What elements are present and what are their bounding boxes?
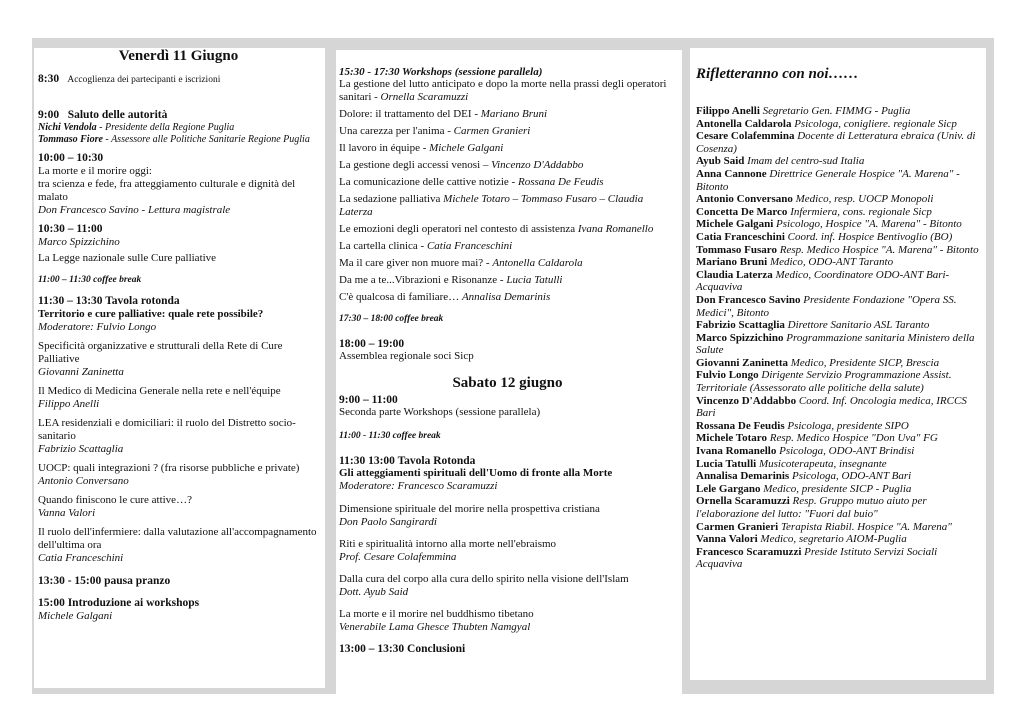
speaker-role: Docente di Letteratura ebraica (Univ. di Cosenza) (696, 130, 976, 155)
speaker-name: Ornella Scaramuzzi (696, 495, 790, 508)
saturday-heading: Sabato 12 giugno (452, 375, 563, 391)
speaker-entry (696, 458, 980, 471)
greetings-title: Saluto delle autorità (67, 109, 168, 121)
talk-title: UOCP: quali integrazioni ? (fra risorse pubbliche e private) (38, 462, 300, 474)
workshop-title: Ma il care giver non muore mai? - (339, 257, 493, 269)
law-time: 10:30 – 11:00 (38, 223, 103, 235)
roundtable2-moderator: Moderatore: Francesco Scaramuzzi (339, 480, 498, 492)
workshop-speaker: Mariano Bruni (480, 108, 548, 120)
speaker-entry (696, 294, 980, 319)
workshop-title: Il lavoro in équipe - (339, 142, 430, 154)
second-workshop-text: Seconda parte Workshops (sessione parallela) (339, 406, 541, 418)
workshop-title: Da me a te...Vibrazioni e Risonanze - (339, 274, 507, 286)
speaker-entry (696, 395, 980, 420)
speaker-name: Giovanni Zaninetta (696, 356, 788, 369)
talk-speaker: Vanna Valori (38, 507, 96, 519)
roundtable-time: 11:30 – 13:30 Tavola rotonda (38, 295, 180, 307)
workshop-title: Le emozioni degli operatori nel contesto di assistenza (339, 223, 578, 235)
workshop-item (339, 257, 676, 270)
speaker-entry (696, 231, 980, 244)
speaker-entry (696, 445, 980, 458)
speaker-entry (696, 218, 980, 231)
assembly-time: 18:00 – 19:00 (339, 338, 405, 350)
talk-item (339, 538, 676, 564)
registration-text: Accoglienza dei partecipanti e iscrizioni (67, 75, 221, 85)
speaker-entry (696, 495, 980, 520)
speaker-role: Psicologo, Hospice "A. Marena" - Bitonto (776, 218, 962, 231)
workshop-speaker: Lucia Tatulli (506, 274, 563, 286)
speaker-role: Terapista Riabil. Hospice "A. Marena" (780, 520, 952, 533)
speaker-entry (696, 432, 980, 445)
speaker-role: Resp. Medico Hospice "A. Marena" - Bitonto (779, 243, 979, 256)
speaker-name: Michele Galgani (696, 218, 774, 231)
workshop-intro (38, 597, 319, 623)
speaker-name: Don Francesco Savino (696, 293, 801, 306)
speaker-entry (696, 256, 980, 269)
speaker-role: Medico, resp. UOCP Monopoli (795, 193, 934, 206)
authority-role: - Presidente della Regione Puglia (96, 122, 235, 133)
second-workshop-time: 9:00 – 11:00 (339, 394, 398, 406)
speaker-entry (696, 546, 980, 571)
speaker-role: Programmazione sanitaria Ministero della Salute (696, 331, 975, 357)
speaker-role: Dirigente Servizio Programmazione Assist. Territoriale (Assessorato alle politiche della salute) (696, 369, 952, 395)
workshop-item (339, 291, 676, 304)
speaker-name: Concetta De Marco (696, 205, 788, 218)
talk-title: Dalla cura del corpo alla cura dello spirito nella visione dell'Islam (339, 573, 629, 585)
talk-item (339, 608, 676, 634)
lecture-line: La morte e il morire oggi: (38, 165, 152, 177)
talk-item (38, 526, 319, 565)
registration-block (38, 73, 319, 87)
workshop-speaker: Michele Totaro – Tommaso Fusaro – Claudia Laterza (339, 193, 644, 218)
workshop-intro-title: 15:00 Introduzione ai workshops (38, 597, 200, 609)
law-title: La Legge nazionale sulle Cure palliative (38, 252, 217, 264)
workshop-speaker: Catia Franceschini (426, 240, 513, 252)
speaker-name: Vanna Valori (696, 533, 758, 546)
speaker-entry (696, 206, 980, 219)
speakers-column (690, 48, 986, 680)
workshop-list (339, 78, 676, 304)
workshop-item (339, 274, 676, 287)
speaker-entry (696, 193, 980, 206)
workshop-speaker: Antonella Caldarola (492, 257, 583, 269)
speaker-role: Psicologa, conigliere. regionale Sicp (794, 117, 957, 130)
workshop-item (339, 142, 676, 155)
speaker-role: Medico, presidente SICP - Puglia (763, 482, 912, 495)
workshop-title: La comunicazione delle cattive notizie - (339, 176, 518, 188)
speaker-role: Direttore Sanitario ASL Taranto (787, 319, 930, 332)
talk-title: LEA residenziali e domiciliari: il ruolo del Distretto socio-sanitario (38, 417, 296, 442)
workshop-item (339, 125, 676, 138)
talk-speaker: Fabrizio Scattaglia (38, 443, 124, 455)
speaker-entry (696, 369, 980, 394)
speaker-name: Carmen Granieri (696, 520, 779, 533)
workshop-title: Una carezza per l'anima - (339, 125, 454, 137)
authority-role: - Assessore alle Politiche Sanitarie Regione Puglia (102, 134, 310, 145)
roundtable-block (38, 295, 319, 334)
roundtable2-talks (339, 503, 676, 634)
speaker-name: Fulvio Longo (696, 369, 759, 382)
speaker-entry (696, 319, 980, 332)
speaker-entry (696, 118, 980, 131)
speakers-heading: Rifletteranno con noi…… (696, 66, 859, 82)
speaker-role: Infermiera, cons. regionale Sicp (790, 205, 932, 218)
speaker-role: Resp. Gruppo mutuo aiuto per l'elaborazione del lutto: "Fuori dal buio" (696, 495, 927, 520)
lecture-time: 10:00 – 10:30 (38, 152, 104, 164)
talk-item (339, 573, 676, 599)
roundtable-moderator: Moderatore: Fulvio Longo (38, 321, 157, 333)
workshop-title: C'è qualcosa di familiare… (339, 291, 462, 303)
workshop-speaker: Carmen Granieri (453, 125, 531, 137)
coffee-break: 11:00 – 11:30 coffee break (38, 275, 142, 285)
talk-item (38, 417, 319, 456)
speaker-role: Presidente Fondazione "Opera SS. Medici", Bitonto (696, 293, 957, 319)
speaker-entry (696, 155, 980, 168)
speaker-entry (696, 470, 980, 483)
roundtable-title: Territorio e cure palliative: quale rete possibile? (38, 308, 264, 320)
speaker-entry (696, 357, 980, 370)
speaker-name: Antonella Caldarola (696, 117, 792, 130)
talk-title: Riti e spiritualità intorno alla morte nell'ebraismo (339, 538, 557, 550)
speaker-name: Vincenzo D'Addabbo (696, 394, 797, 407)
speaker-entry (696, 244, 980, 257)
law-block (38, 223, 319, 265)
workshop-speaker: Ornella Scaramuzzi (380, 91, 469, 103)
lecture-line: tra scienza e fede, fra atteggiamento culturale e dignità del malato (38, 178, 296, 203)
greetings-block (38, 109, 319, 146)
speaker-name: Annalisa Demarinis (696, 470, 790, 483)
speaker-entry (696, 130, 980, 155)
speaker-entry (696, 269, 980, 294)
talk-item (38, 462, 319, 488)
speaker-name: Ivana Romanello (696, 445, 777, 458)
authority-name: Tommaso Fiore (38, 134, 103, 145)
talk-title: La morte e il morire nel buddhismo tibetano (339, 608, 534, 620)
speaker-role: Coord. Inf. Oncologia medica, IRCCS Bari (696, 394, 967, 420)
talk-item (339, 503, 676, 529)
talk-speaker: Catia Franceschini (38, 552, 124, 564)
speaker-name: Tommaso Fusaro (696, 243, 777, 256)
speaker-name: Antonio Conversano (696, 193, 793, 206)
talk-speaker: Prof. Cesare Colafemmina (339, 551, 457, 563)
friday-heading: Venerdì 11 Giugno (118, 48, 239, 64)
speaker-name: Cesare Colafemmina (696, 130, 795, 143)
speaker-entry (696, 332, 980, 357)
lecture-speaker: Don Francesco Savino - Lettura magistrale (38, 204, 231, 216)
workshop-speaker: Ivana Romanello (577, 223, 654, 235)
roundtable-talks (38, 340, 319, 565)
greetings-time: 9:00 (38, 109, 60, 121)
speaker-role: Coord. inf. Hospice Bentivoglio (BO) (787, 230, 953, 243)
speaker-name: Michele Totaro (696, 432, 767, 445)
workshop-item (339, 223, 676, 236)
roundtable2-title: Gli atteggiamenti spirituali dell'Uomo di fronte alla Morte (339, 467, 613, 479)
talk-item (38, 385, 319, 411)
speaker-role: Medico, Presidente SICP, Brescia (790, 356, 940, 369)
workshop-title: La gestione del lutto anticipato e dopo la morte nella prassi degli operatori sanitari - (339, 78, 667, 103)
speakers-list (696, 105, 980, 571)
workshop-item (339, 78, 676, 104)
speaker-role: Medico, ODO-ANT Taranto (769, 256, 894, 269)
speaker-name: Anna Cannone (696, 167, 767, 180)
workshop-item (339, 108, 676, 121)
speaker-role: Medico, segretario AIOM-Puglia (760, 533, 907, 546)
speaker-entry (696, 521, 980, 534)
speaker-role: Direttrice Generale Hospice "A. Marena" - Bitonto (696, 167, 960, 193)
speaker-name: Lele Gargano (696, 482, 761, 495)
workshop-speaker: Michele Galgani (429, 142, 504, 154)
speaker-name: Catia Franceschini (696, 230, 785, 243)
speaker-name: Claudia Laterza (696, 268, 773, 281)
roundtable2-time: 11:30 13:00 Tavola Rotonda (339, 455, 476, 467)
talk-speaker: Giovanni Zaninetta (38, 366, 124, 378)
talk-speaker: Filippo Anelli (38, 398, 100, 410)
talk-item (38, 494, 319, 520)
talk-title: Quando finiscono le cure attive…? (38, 494, 192, 506)
workshop-item (339, 176, 676, 189)
lunch-break: 13:30 - 15:00 pausa pranzo (38, 575, 171, 587)
talk-speaker: Venerabile Lama Ghesce Thubten Namgyal (339, 621, 531, 633)
speaker-entry (696, 533, 980, 546)
speaker-name: Lucia Tatulli (696, 457, 757, 470)
law-speaker: Marco Spizzichino (38, 236, 120, 248)
speaker-name: Francesco Scaramuzzi (696, 545, 802, 558)
talk-speaker: Antonio Conversano (38, 475, 129, 487)
workshop-speaker: Rossana De Feudis (517, 176, 604, 188)
talk-speaker: Dott. Ayub Said (339, 586, 409, 598)
talk-title: Il ruolo dell'infermiere: dalla valutazione all'accompagnamento dell'ultima ora (38, 526, 317, 551)
talk-item (38, 340, 319, 379)
talk-title: Specificità organizzative e strutturali della Rete di Cure Palliative (38, 340, 283, 365)
workshop-title: La cartella clinica - (339, 240, 427, 252)
speaker-role: Preside Istituto Servizi Sociali Acquaviva (696, 545, 938, 571)
workshop-title: La gestione degli accessi venosi – (339, 159, 492, 171)
workshop-speaker: Vincenzo D'Addabbo (491, 159, 584, 171)
workshop-item (339, 193, 676, 219)
speaker-name: Fabrizio Scattaglia (696, 319, 785, 332)
speaker-name: Mariano Bruni (696, 256, 768, 269)
speaker-name: Filippo Anelli (696, 105, 760, 117)
speaker-role: Imam del centro-sud Italia (747, 155, 865, 168)
workshop-title: Dolore: il trattamento del DEI - (339, 108, 481, 120)
workshop-title: La sedazione palliativa (339, 193, 444, 205)
registration-time: 8:30 (38, 73, 60, 85)
speaker-entry (696, 168, 980, 193)
speaker-name: Ayub Said (696, 155, 745, 168)
friday-program-column (34, 48, 325, 688)
authority-name: Nichi Vendola (38, 122, 97, 133)
speaker-role: Psicologa, ODO-ANT Brindisi (779, 445, 915, 458)
talk-speaker: Don Paolo Sangirardi (339, 516, 437, 528)
speaker-role: Segretario Gen. FIMMG - Puglia (762, 105, 911, 117)
conclusions: 13:00 – 13:30 Conclusioni (339, 643, 466, 655)
coffee-break: 11:00 - 11:30 coffee break (339, 431, 441, 441)
workshops-time: 15:30 - 17:30 Workshops (sessione parallela) (339, 66, 543, 78)
lecture-block (38, 152, 319, 217)
speaker-role: Psicologa, ODO-ANT Bari (791, 470, 912, 483)
talk-title: Il Medico di Medicina Generale nella rete e nell'équipe (38, 385, 281, 397)
workshop-intro-speaker: Michele Galgani (38, 610, 113, 622)
assembly-text: Assemblea regionale soci Sicp (339, 350, 474, 362)
speaker-entry (696, 420, 980, 433)
workshop-item (339, 240, 676, 253)
workshop-speaker: Annalisa Demarinis (461, 291, 551, 303)
workshop-item (339, 159, 676, 172)
talk-title: Dimensione spirituale del morire nella prospettiva cristiana (339, 503, 600, 515)
speaker-role: Psicologa, presidente SIPO (787, 419, 909, 432)
speaker-name: Marco Spizzichino (696, 331, 784, 344)
coffee-break: 17:30 – 18:00 coffee break (339, 314, 444, 324)
speaker-entry (696, 105, 980, 118)
workshops-column (336, 50, 682, 700)
speaker-entry (696, 483, 980, 496)
speaker-role: Medico, Coordinatore ODO-ANT Bari-Acquaviva (696, 268, 950, 294)
speaker-role: Resp. Medico Hospice "Don Uva" FG (769, 432, 938, 445)
speaker-role: Musicoterapeuta, insegnante (758, 457, 887, 470)
speaker-name: Rossana De Feudis (696, 419, 785, 432)
